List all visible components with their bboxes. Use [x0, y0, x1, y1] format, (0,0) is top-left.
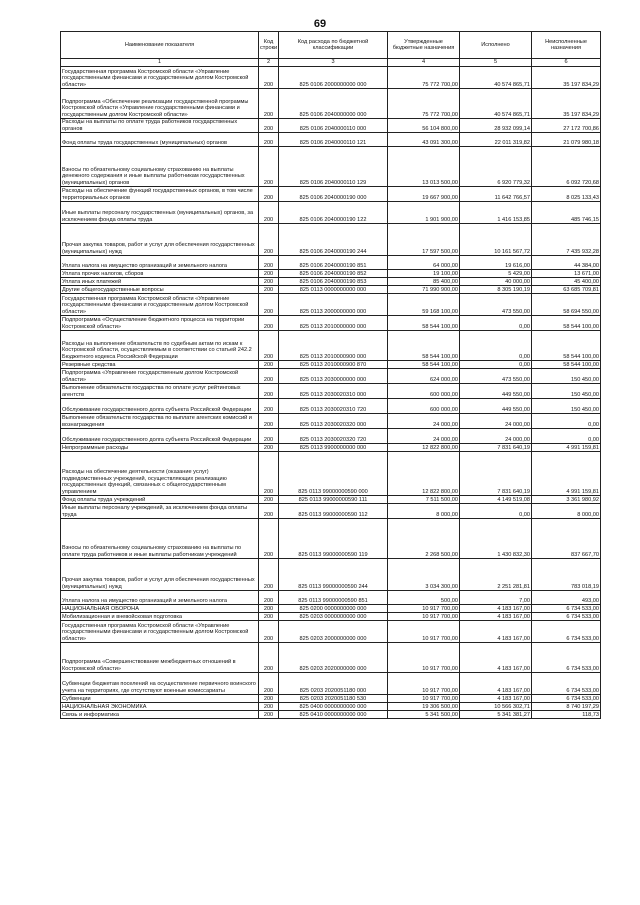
row-line-code: 200 — [259, 369, 279, 384]
row-executed: 4 183 167,00 — [460, 613, 532, 621]
row-kbk: 825 0113 99000000590 119 — [279, 519, 388, 559]
row-unexecuted: 6 734 533,00 — [532, 643, 601, 673]
row-name: Подпрограмма «Осуществление бюджетного процесса на территории Костромской области» — [61, 316, 259, 331]
table-row — [61, 187, 601, 202]
row-executed: 4 183 167,00 — [460, 621, 532, 643]
row-line-code: 200 — [259, 224, 279, 256]
row-kbk: 825 0106 2000000000 000 — [279, 67, 388, 89]
row-unexecuted: 58 544 100,00 — [532, 331, 601, 361]
row-kbk: 825 0113 2010000900 000 — [279, 331, 388, 361]
row-line-code: 200 — [259, 278, 279, 286]
table-row — [61, 559, 601, 591]
row-name: Расходы на выплаты по оплате труда работников государственных органов — [61, 119, 259, 133]
row-line-code: 200 — [259, 331, 279, 361]
row-executed: 0,00 — [460, 504, 532, 519]
row-approved: 3 034 300,00 — [388, 559, 460, 591]
col-number: 1 — [61, 59, 259, 67]
table-row — [61, 444, 601, 452]
table-row — [61, 504, 601, 519]
table-row — [61, 278, 601, 286]
row-executed: 5 341 381,27 — [460, 711, 532, 719]
header-line-code: Код строки — [259, 32, 279, 59]
row-name: Расходы на обеспечение функций государственных органов, в том числе территориальных органов — [61, 187, 259, 202]
table-row — [61, 695, 601, 703]
row-approved: 85 400,00 — [388, 278, 460, 286]
row-unexecuted: 35 197 834,29 — [532, 89, 601, 119]
row-line-code: 200 — [259, 270, 279, 278]
row-name: Фонд оплаты труда государственных (муниципальных) органов — [61, 133, 259, 147]
row-approved: 43 091 300,00 — [388, 133, 460, 147]
row-kbk: 825 0113 99000000590 111 — [279, 496, 388, 504]
row-unexecuted: 6 734 533,00 — [532, 621, 601, 643]
row-executed: 40 574 865,71 — [460, 89, 532, 119]
row-unexecuted: 63 685 709,81 — [532, 286, 601, 294]
row-approved: 19 667 900,00 — [388, 187, 460, 202]
row-executed: 10 566 302,71 — [460, 703, 532, 711]
row-kbk: 825 0113 2000000000 000 — [279, 294, 388, 316]
row-executed: 4 183 167,00 — [460, 643, 532, 673]
row-executed: 2 251 281,81 — [460, 559, 532, 591]
row-kbk: 825 0203 2020051180 000 — [279, 673, 388, 695]
row-approved: 56 104 800,00 — [388, 119, 460, 133]
row-kbk: 825 0113 99000000590 112 — [279, 504, 388, 519]
row-kbk: 825 0106 2040000190 122 — [279, 202, 388, 224]
row-kbk: 825 0113 99000000590 851 — [279, 591, 388, 605]
row-name: Уплата налога на имущество организаций и земельного налога — [61, 591, 259, 605]
row-line-code: 200 — [259, 613, 279, 621]
row-unexecuted: 6 734 533,00 — [532, 613, 601, 621]
col-number: 2 — [259, 59, 279, 67]
table-row — [61, 147, 601, 187]
row-name: Государственная программа Костромской области «Управление государственными финансами и государственным долгом Костромской области» — [61, 294, 259, 316]
table-row — [61, 119, 601, 133]
table-row — [61, 591, 601, 605]
row-executed: 4 149 519,08 — [460, 496, 532, 504]
row-executed: 0,00 — [460, 361, 532, 369]
row-line-code: 200 — [259, 605, 279, 613]
row-executed: 5 429,00 — [460, 270, 532, 278]
table-row — [61, 67, 601, 89]
row-name: НАЦИОНАЛЬНАЯ ОБОРОНА — [61, 605, 259, 613]
row-approved: 12 822 800,00 — [388, 452, 460, 496]
row-kbk: 825 0113 2030020320 720 — [279, 429, 388, 444]
row-name: Мобилизационная и вневойсковая подготовка — [61, 613, 259, 621]
row-name: НАЦИОНАЛЬНАЯ ЭКОНОМИКА — [61, 703, 259, 711]
row-executed: 28 932 099,14 — [460, 119, 532, 133]
row-kbk: 825 0113 2030000000 000 — [279, 369, 388, 384]
table-header-row — [61, 32, 601, 59]
row-kbk: 825 0203 0000000000 000 — [279, 613, 388, 621]
row-executed: 1 416 153,85 — [460, 202, 532, 224]
row-unexecuted: 6 734 533,00 — [532, 605, 601, 613]
row-name: Выполнение обязательств государства по оплате услуг рейтинговых агентств — [61, 384, 259, 399]
table-row — [61, 399, 601, 414]
row-line-code: 200 — [259, 452, 279, 496]
row-unexecuted: 150 450,00 — [532, 399, 601, 414]
row-approved: 75 772 700,00 — [388, 89, 460, 119]
row-approved: 24 000,00 — [388, 414, 460, 429]
row-approved: 19 100,00 — [388, 270, 460, 278]
row-unexecuted: 21 079 980,18 — [532, 133, 601, 147]
row-approved: 2 268 500,00 — [388, 519, 460, 559]
row-unexecuted: 7 435 932,28 — [532, 224, 601, 256]
row-line-code: 200 — [259, 286, 279, 294]
row-name: Связь и информатика — [61, 711, 259, 719]
row-line-code: 200 — [259, 703, 279, 711]
row-approved: 75 772 700,00 — [388, 67, 460, 89]
row-unexecuted: 6 734 533,00 — [532, 673, 601, 695]
row-name: Другие общегосударственные вопросы — [61, 286, 259, 294]
row-kbk: 825 0106 2040000190 000 — [279, 187, 388, 202]
row-unexecuted: 3 361 980,92 — [532, 496, 601, 504]
row-unexecuted: 8 000,00 — [532, 504, 601, 519]
row-name: Уплата иных платежей — [61, 278, 259, 286]
row-kbk: 825 0106 2040000110 000 — [279, 119, 388, 133]
row-unexecuted: 27 172 700,86 — [532, 119, 601, 133]
row-name: Расходы на обеспечение деятельности (оказание услуг) подведомственных учреждений, осуществляющих реализацию государственных функций, связанных с общегосударственным управлением — [61, 452, 259, 496]
page-number: 69 — [313, 18, 327, 30]
row-line-code: 200 — [259, 711, 279, 719]
row-line-code: 200 — [259, 519, 279, 559]
row-unexecuted: 44 384,00 — [532, 256, 601, 270]
row-approved: 17 597 500,00 — [388, 224, 460, 256]
row-executed: 7 831 640,19 — [460, 444, 532, 452]
row-unexecuted: 837 667,70 — [532, 519, 601, 559]
table-row — [61, 452, 601, 496]
row-approved: 7 511 500,00 — [388, 496, 460, 504]
table-row — [61, 133, 601, 147]
row-kbk: 825 0106 2040000190 851 — [279, 256, 388, 270]
row-approved: 58 544 100,00 — [388, 331, 460, 361]
row-executed: 0,00 — [460, 331, 532, 361]
row-executed: 449 550,00 — [460, 399, 532, 414]
row-approved: 600 000,00 — [388, 399, 460, 414]
row-executed: 473 550,00 — [460, 294, 532, 316]
row-unexecuted: 13 671,00 — [532, 270, 601, 278]
row-line-code: 200 — [259, 496, 279, 504]
row-executed: 4 183 167,00 — [460, 695, 532, 703]
row-name: Подпрограмма «Управление государственным долгом Костромской области» — [61, 369, 259, 384]
row-approved: 19 306 500,00 — [388, 703, 460, 711]
row-line-code: 200 — [259, 399, 279, 414]
table-row — [61, 414, 601, 429]
row-approved: 8 000,00 — [388, 504, 460, 519]
row-name: Иные выплаты персоналу учреждений, за исключением фонда оплаты труда — [61, 504, 259, 519]
row-kbk: 825 0106 2040000190 852 — [279, 270, 388, 278]
row-line-code: 200 — [259, 89, 279, 119]
row-unexecuted: 58 694 550,00 — [532, 294, 601, 316]
row-name: Государственная программа Костромской области «Управление государственными финансами и государственным долгом Костромской области» — [61, 67, 259, 89]
row-kbk: 825 0113 99000000590 000 — [279, 452, 388, 496]
row-kbk: 825 0106 2040000000 000 — [279, 89, 388, 119]
col-number: 4 — [388, 59, 460, 67]
row-approved: 500,00 — [388, 591, 460, 605]
row-unexecuted: 58 544 100,00 — [532, 361, 601, 369]
table-row — [61, 286, 601, 294]
row-line-code: 200 — [259, 673, 279, 695]
row-line-code: 200 — [259, 444, 279, 452]
row-kbk: 825 0113 0000000000 000 — [279, 286, 388, 294]
row-line-code: 200 — [259, 504, 279, 519]
row-approved: 58 544 100,00 — [388, 316, 460, 331]
row-name: Расходы на выполнение обязательств по судебным актам по искам к Костромской области, осуществляемым в соответствии со статьей 242.2 Бюджетного кодекса Российской Федерации — [61, 331, 259, 361]
col-number: 5 — [460, 59, 532, 67]
row-line-code: 200 — [259, 414, 279, 429]
row-line-code: 200 — [259, 591, 279, 605]
row-line-code: 200 — [259, 316, 279, 331]
row-unexecuted: 8 740 197,29 — [532, 703, 601, 711]
row-line-code: 200 — [259, 559, 279, 591]
row-executed: 1 430 832,30 — [460, 519, 532, 559]
row-approved: 24 000,00 — [388, 429, 460, 444]
row-kbk: 825 0203 2020051180 530 — [279, 695, 388, 703]
row-name: Уплата налога на имущество организаций и земельного налога — [61, 256, 259, 270]
row-name: Субвенции — [61, 695, 259, 703]
row-executed: 449 550,00 — [460, 384, 532, 399]
row-executed: 8 305 190,19 — [460, 286, 532, 294]
row-kbk: 825 0113 2010000900 870 — [279, 361, 388, 369]
row-name: Фонд оплаты труда учреждений — [61, 496, 259, 504]
row-approved: 1 901 900,00 — [388, 202, 460, 224]
row-line-code: 200 — [259, 147, 279, 187]
table-row — [61, 673, 601, 695]
row-line-code: 200 — [259, 643, 279, 673]
row-approved: 58 544 100,00 — [388, 361, 460, 369]
row-approved: 64 000,00 — [388, 256, 460, 270]
row-unexecuted: 783 018,19 — [532, 559, 601, 591]
col-number: 6 — [532, 59, 601, 67]
row-name: Резервные средства — [61, 361, 259, 369]
table-row — [61, 270, 601, 278]
header-name: Наименование показателя — [61, 32, 259, 59]
row-name: Прочая закупка товаров, работ и услуг для обеспечения государственных (муниципальных) нужд — [61, 224, 259, 256]
row-kbk: 825 0106 2040000110 129 — [279, 147, 388, 187]
table-row — [61, 331, 601, 361]
row-unexecuted: 150 450,00 — [532, 369, 601, 384]
table-row — [61, 703, 601, 711]
table-row — [61, 496, 601, 504]
row-line-code: 200 — [259, 361, 279, 369]
table-body — [61, 67, 601, 719]
row-executed: 4 183 167,00 — [460, 605, 532, 613]
table-row — [61, 89, 601, 119]
row-kbk: 825 0200 0000000000 000 — [279, 605, 388, 613]
row-name: Непрограммные расходы — [61, 444, 259, 452]
row-approved: 12 822 800,00 — [388, 444, 460, 452]
row-approved: 10 917 700,00 — [388, 605, 460, 613]
row-executed: 0,00 — [460, 316, 532, 331]
row-unexecuted: 35 197 834,29 — [532, 67, 601, 89]
row-unexecuted: 58 544 100,00 — [532, 316, 601, 331]
row-approved: 13 013 500,00 — [388, 147, 460, 187]
row-line-code: 200 — [259, 695, 279, 703]
row-name: Подпрограмма «Обеспечение реализации государственной программы Костромской области «Управление государственными финансами и государственным долгом Костромской области» — [61, 89, 259, 119]
row-line-code: 200 — [259, 133, 279, 147]
row-name: Иные выплаты персоналу государственных (муниципальных) органов, за исключением фонда оплаты труда — [61, 202, 259, 224]
row-approved: 624 000,00 — [388, 369, 460, 384]
row-kbk: 825 0400 0000000000 000 — [279, 703, 388, 711]
table-row — [61, 429, 601, 444]
column-number-row — [61, 59, 601, 67]
row-name: Взносы по обязательному социальному страхованию на выплаты денежного содержания и иные выплаты работникам государственных (муниципальных) органов — [61, 147, 259, 187]
row-executed: 10 161 567,72 — [460, 224, 532, 256]
row-name: Прочая закупка товаров, работ и услуг для обеспечения государственных (муниципальных) нужд — [61, 559, 259, 591]
row-line-code: 200 — [259, 67, 279, 89]
row-kbk: 825 0203 2020000000 000 — [279, 643, 388, 673]
table-row — [61, 613, 601, 621]
row-name: Выполнение обязательств государства по выплате агентских комиссий и вознаграждения — [61, 414, 259, 429]
table-row — [61, 316, 601, 331]
row-line-code: 200 — [259, 429, 279, 444]
header-unexecuted: Неисполненные назначения — [532, 32, 601, 59]
row-approved: 10 917 700,00 — [388, 621, 460, 643]
row-name: Государственная программа Костромской области «Управление государственными финансами и государственным долгом Костромской области» — [61, 621, 259, 643]
row-unexecuted: 0,00 — [532, 414, 601, 429]
row-executed: 24 000,00 — [460, 414, 532, 429]
table-row — [61, 621, 601, 643]
row-executed: 22 011 319,82 — [460, 133, 532, 147]
header-approved: Утвержденные бюджетные назначения — [388, 32, 460, 59]
row-name: Подпрограмма «Совершенствование межбюджетных отношений в Костромской области» — [61, 643, 259, 673]
table-row — [61, 224, 601, 256]
row-executed: 7,00 — [460, 591, 532, 605]
row-kbk: 825 0113 2030020310 720 — [279, 399, 388, 414]
row-approved: 600 000,00 — [388, 384, 460, 399]
row-executed: 473 550,00 — [460, 369, 532, 384]
row-name: Обслуживание государственного долга субъекта Российской Федерации — [61, 429, 259, 444]
row-kbk: 825 0113 2030020320 000 — [279, 414, 388, 429]
row-executed: 19 616,00 — [460, 256, 532, 270]
row-unexecuted: 485 746,15 — [532, 202, 601, 224]
row-unexecuted: 45 400,00 — [532, 278, 601, 286]
row-executed: 6 920 779,32 — [460, 147, 532, 187]
row-executed: 11 642 766,57 — [460, 187, 532, 202]
row-name: Взносы по обязательному социальному страхованию на выплаты по оплате труда работников и иные выплаты работникам учреждений — [61, 519, 259, 559]
row-unexecuted: 118,73 — [532, 711, 601, 719]
table-row — [61, 202, 601, 224]
table-row — [61, 711, 601, 719]
col-number: 3 — [279, 59, 388, 67]
row-unexecuted: 6 092 720,68 — [532, 147, 601, 187]
row-kbk: 825 0410 0000000000 000 — [279, 711, 388, 719]
row-name: Обслуживание государственного долга субъекта Российской Федерации — [61, 399, 259, 414]
row-unexecuted: 8 025 133,43 — [532, 187, 601, 202]
row-line-code: 200 — [259, 119, 279, 133]
row-line-code: 200 — [259, 621, 279, 643]
row-kbk: 825 0113 2030020310 000 — [279, 384, 388, 399]
row-approved: 59 168 100,00 — [388, 294, 460, 316]
table-row — [61, 605, 601, 613]
row-approved: 10 917 700,00 — [388, 673, 460, 695]
row-line-code: 200 — [259, 294, 279, 316]
row-approved: 10 917 700,00 — [388, 643, 460, 673]
row-name: Уплата прочих налогов, сборов — [61, 270, 259, 278]
table-row — [61, 643, 601, 673]
table-row — [61, 519, 601, 559]
row-kbk: 825 0106 2040000110 121 — [279, 133, 388, 147]
row-line-code: 200 — [259, 384, 279, 399]
budget-execution-table — [60, 31, 601, 719]
row-unexecuted: 4 991 159,81 — [532, 452, 601, 496]
row-approved: 71 990 900,00 — [388, 286, 460, 294]
table-row — [61, 361, 601, 369]
row-executed: 24 000,00 — [460, 429, 532, 444]
row-kbk: 825 0203 2000000000 000 — [279, 621, 388, 643]
row-line-code: 200 — [259, 187, 279, 202]
table-row — [61, 294, 601, 316]
row-unexecuted: 0,00 — [532, 429, 601, 444]
row-approved: 10 917 700,00 — [388, 613, 460, 621]
table-row — [61, 384, 601, 399]
row-kbk: 825 0113 9900000000 000 — [279, 444, 388, 452]
row-kbk: 825 0106 2040000190 853 — [279, 278, 388, 286]
row-executed: 40 000,00 — [460, 278, 532, 286]
row-line-code: 200 — [259, 256, 279, 270]
row-executed: 40 574 865,71 — [460, 67, 532, 89]
header-executed: Исполнено — [460, 32, 532, 59]
row-kbk: 825 0113 99000000590 244 — [279, 559, 388, 591]
row-unexecuted: 6 734 533,00 — [532, 695, 601, 703]
header-kbk: Код расхода по бюджетной классификации — [279, 32, 388, 59]
row-unexecuted: 150 450,00 — [532, 384, 601, 399]
row-kbk: 825 0113 2010000000 000 — [279, 316, 388, 331]
row-executed: 4 183 167,00 — [460, 673, 532, 695]
row-name: Субвенции бюджетам поселений на осуществление первичного воинского учета на территориях, где отсутствуют военные комиссариаты — [61, 673, 259, 695]
row-approved: 10 917 700,00 — [388, 695, 460, 703]
row-line-code: 200 — [259, 202, 279, 224]
table-row — [61, 256, 601, 270]
row-approved: 5 341 500,00 — [388, 711, 460, 719]
row-unexecuted: 4 991 159,81 — [532, 444, 601, 452]
row-kbk: 825 0106 2040000190 244 — [279, 224, 388, 256]
row-executed: 7 831 640,19 — [460, 452, 532, 496]
table-row — [61, 369, 601, 384]
row-unexecuted: 493,00 — [532, 591, 601, 605]
